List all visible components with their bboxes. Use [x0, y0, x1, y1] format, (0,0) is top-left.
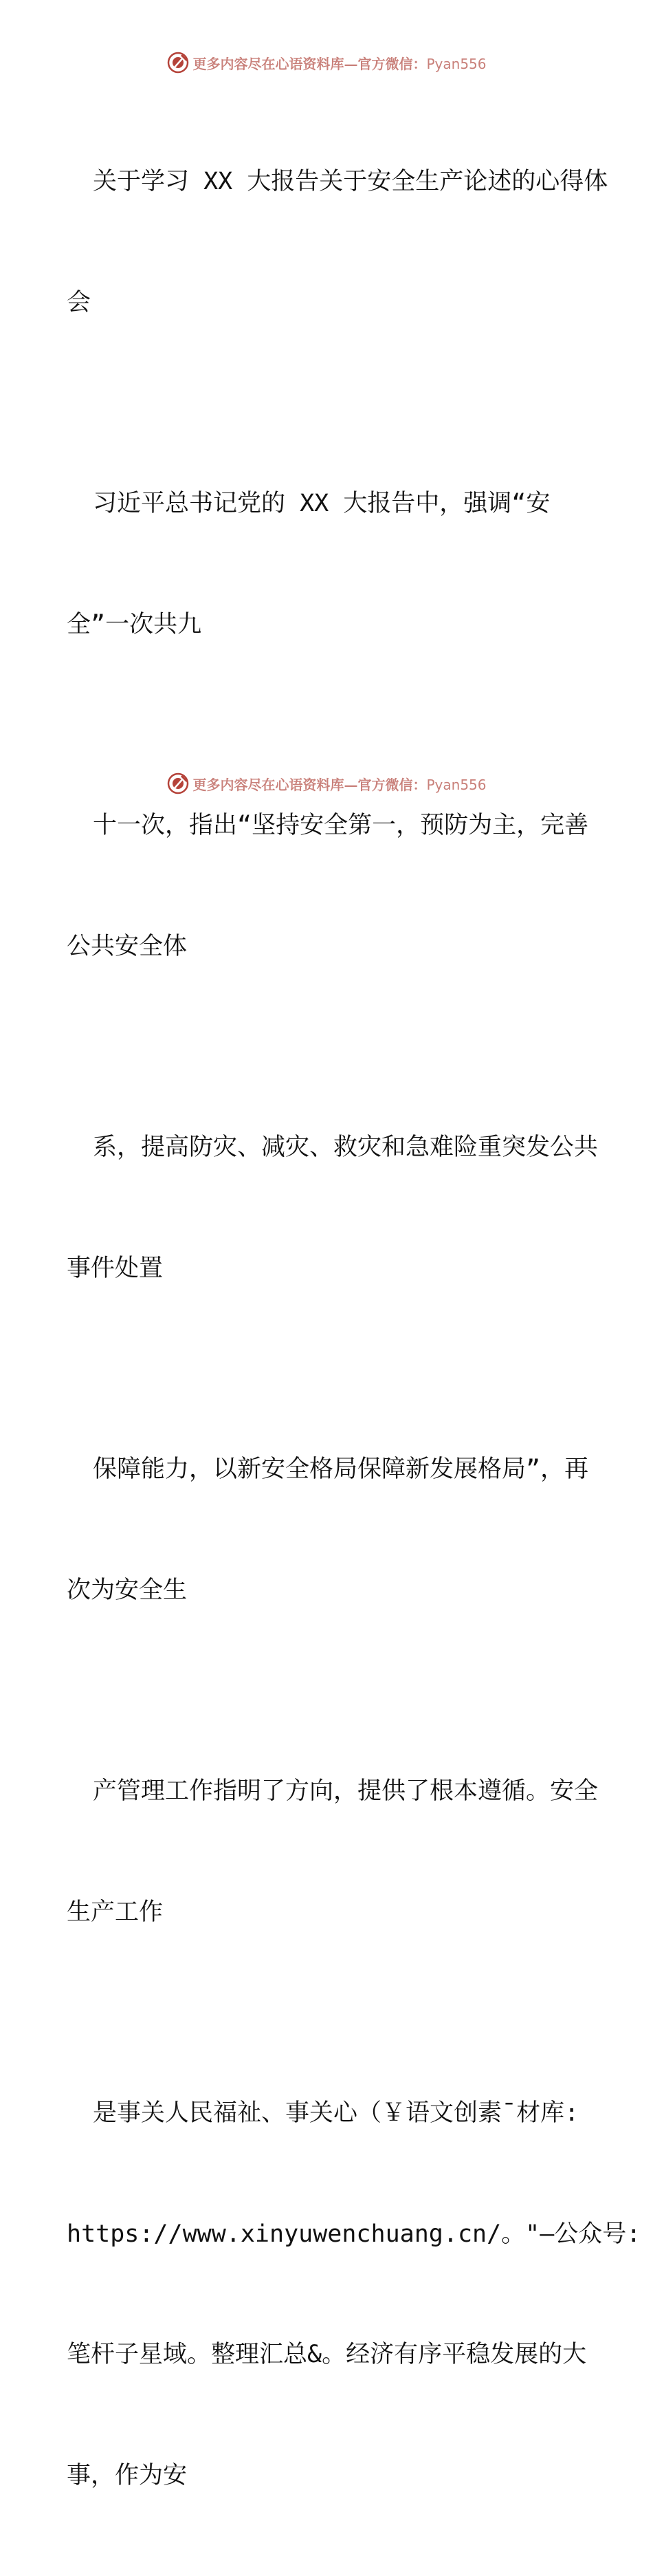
paragraph-line: 十一次，指出“坚持安全第一，预防为主，完善 [93, 812, 589, 839]
header-watermark [0, 49, 653, 76]
paragraph-line-url: https://www.xinyuwenchuang.cn/。"—公众号: [67, 2220, 641, 2248]
paragraph-title [67, 81, 608, 403]
paragraph-line: 公共安全体 [67, 932, 188, 960]
paragraph-line: 是事关人民福祉、事关心（￥语文创素¯材库: [93, 2099, 579, 2127]
document-body [67, 81, 641, 2576]
paragraph-line: 系，提高防灾、减灾、救灾和急难险重突发公共 [93, 1134, 599, 1161]
paragraph-line: 关于学习 XX 大报告关于安全生产论述的心得体 [93, 168, 608, 195]
paragraph [67, 1369, 589, 1691]
paragraph [67, 1691, 599, 2013]
paragraph-line: 次为安全生 [67, 1576, 188, 1604]
paragraph-line: 事件处置 [67, 1254, 164, 1282]
paragraph [67, 1047, 599, 1369]
paragraph-line: 产管理工作指明了方向，提供了根本遵循。安全 [93, 1777, 599, 1805]
watermark-text: 更多内容尽在心语资料库—官方微信：Pyan556 [192, 55, 487, 72]
paragraph-line: 全”一次共九 [67, 610, 202, 638]
paragraph-line: 习近平总书记党的 XX 大报告中，强调“安 [93, 490, 551, 517]
paragraph-line: 事，作为安 [67, 2461, 188, 2489]
paragraph-line: 保障能力，以新安全格局保障新发展格局”，再 [93, 1455, 589, 1483]
paragraph-line: 生产工作 [67, 1898, 164, 1926]
logo-seal-icon [166, 51, 190, 74]
logo-seal-icon [166, 772, 190, 795]
paragraph-line: 会 [67, 288, 91, 316]
footer-watermark [0, 770, 653, 797]
paragraph-line: 笔杆子星域。整理汇总&。经济有序平稳发展的大 [67, 2341, 587, 2368]
paragraph [67, 2013, 641, 2576]
paragraph [67, 403, 589, 725]
watermark-text: 更多内容尽在心语资料库—官方微信：Pyan556 [192, 776, 487, 793]
